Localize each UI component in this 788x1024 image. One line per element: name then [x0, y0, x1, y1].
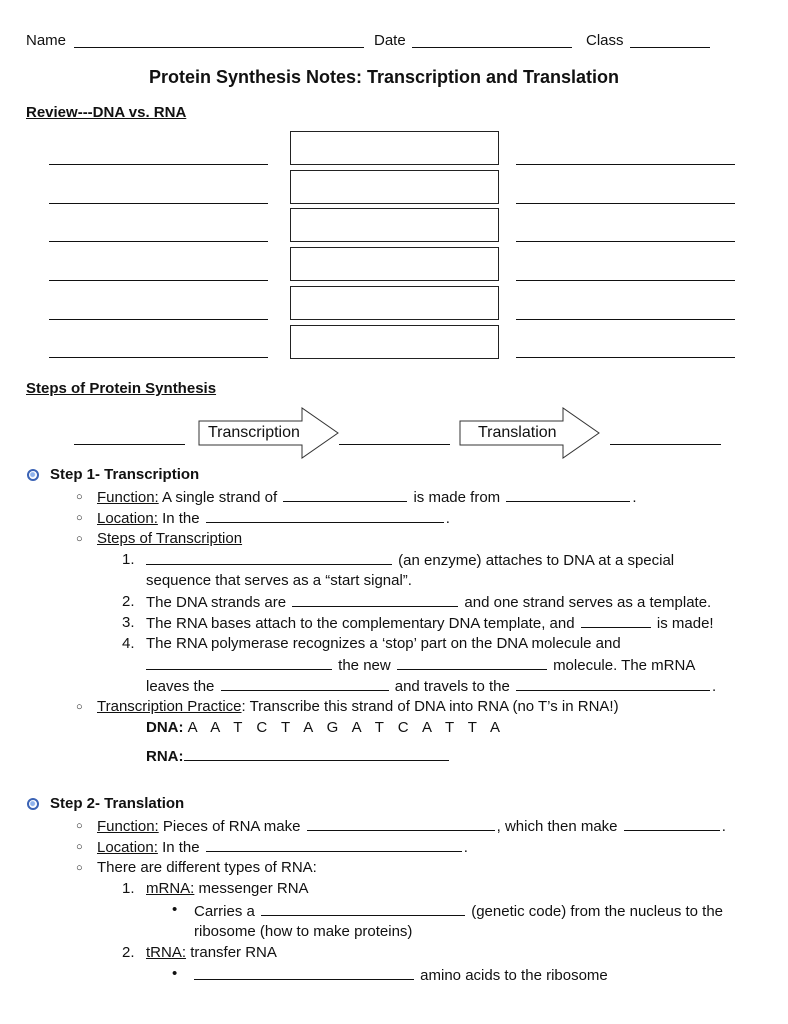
mrna-bullet-text-c: ribosome (how to make proteins): [194, 923, 413, 940]
item3-text-b: is made!: [656, 615, 714, 632]
step1-location-line: Location: In the .: [97, 510, 450, 527]
review-box[interactable]: [290, 247, 499, 281]
function-blank-2[interactable]: [624, 817, 720, 831]
item1-text-cont: sequence that serves as a “start signal”.: [146, 572, 412, 589]
leaves-blank[interactable]: [221, 677, 389, 691]
class-label: Class: [586, 32, 624, 49]
list-number: 1.: [122, 551, 135, 568]
function-text-a: Pieces of RNA make: [162, 818, 301, 835]
step1-item4-line2: [146, 656, 695, 674]
flow-blank-2[interactable]: [339, 444, 450, 445]
steps-of-transcription-label: Steps of Transcription: [97, 530, 243, 547]
list-number: 2.: [122, 593, 135, 610]
location-text: In the: [162, 839, 200, 856]
item4-text-c: molecule. The mRNA: [553, 657, 696, 674]
class-field[interactable]: [630, 47, 710, 48]
list-number: 2.: [122, 944, 135, 961]
item4-text-d: leaves the: [146, 678, 215, 695]
circle-bullet-icon: ○: [76, 533, 83, 545]
circle-bullet-icon: ○: [76, 512, 83, 524]
location-text: In the: [162, 510, 200, 527]
review-right-line[interactable]: [516, 241, 735, 242]
date-field[interactable]: [412, 47, 572, 48]
mrna-line: [146, 880, 309, 897]
review-box[interactable]: [290, 208, 499, 242]
step1-heading: Step 1- Transcription: [50, 466, 200, 483]
amino-acids-blank[interactable]: [194, 966, 414, 980]
function-label: Function:: [97, 489, 159, 506]
review-left-line[interactable]: [49, 241, 268, 242]
review-right-line[interactable]: [516, 357, 735, 358]
release-blank[interactable]: [146, 656, 332, 670]
trna-bullet-line: [194, 966, 608, 984]
review-left-line[interactable]: [49, 280, 268, 281]
circle-bullet-icon: ○: [76, 701, 83, 713]
location-blank[interactable]: [206, 838, 462, 852]
flow-blank-1[interactable]: [74, 444, 185, 445]
genetic-code-blank[interactable]: [261, 902, 465, 916]
practice-text: : Transcribe this strand of DNA into RNA (no T’s in RNA!): [241, 698, 619, 715]
function-blank-1[interactable]: [307, 817, 495, 831]
name-field[interactable]: [74, 47, 364, 48]
step1-item2-line: [146, 593, 711, 611]
location-label: Location:: [97, 839, 158, 856]
item4-text-e: and travels to the: [394, 678, 510, 695]
swirl-bullet-icon: [27, 798, 39, 810]
mrna-text: messenger RNA: [198, 880, 309, 897]
review-left-line[interactable]: [49, 203, 268, 204]
review-box[interactable]: [290, 131, 499, 165]
dna-line: [146, 719, 505, 736]
swirl-bullet-icon: [27, 469, 39, 481]
trna-bullet-text: amino acids to the ribosome: [420, 967, 608, 984]
translation-arrow-label: Translation: [478, 424, 557, 441]
practice-line: [97, 698, 619, 715]
dna-label: DNA:: [146, 719, 184, 736]
trna-text: transfer RNA: [190, 944, 277, 961]
review-right-line[interactable]: [516, 164, 735, 165]
review-box[interactable]: [290, 325, 499, 359]
steps-heading: Steps of Protein Synthesis: [26, 380, 217, 397]
item2-text-b: and one strand serves as a template.: [464, 594, 712, 611]
list-number: 4.: [122, 635, 135, 652]
bullet-icon: •: [172, 965, 178, 982]
step1-function-line: Function: A single strand of is made from .: [97, 489, 637, 506]
function-blank-2[interactable]: [506, 488, 630, 502]
function-label: Function:: [97, 818, 159, 835]
trna-line: [146, 944, 277, 961]
circle-bullet-icon: ○: [76, 820, 83, 832]
mrna-bullet-text-b: (genetic code) from the nucleus to the: [471, 903, 724, 920]
function-text-b: , which then make: [496, 818, 618, 835]
circle-bullet-icon: ○: [76, 841, 83, 853]
rna-answer-blank[interactable]: [184, 747, 449, 761]
item1-text: (an enzyme) attaches to DNA at a special: [398, 552, 675, 569]
mrna-label: mRNA:: [146, 880, 195, 897]
made-blank[interactable]: [581, 614, 651, 628]
transcription-arrow-label: Transcription: [208, 424, 300, 441]
list-number: 3.: [122, 614, 135, 631]
review-right-line[interactable]: [516, 280, 735, 281]
rna-label: RNA:: [146, 748, 184, 765]
function-blank-1[interactable]: [283, 488, 407, 502]
molecule-blank[interactable]: [397, 656, 547, 670]
review-box[interactable]: [290, 286, 499, 320]
flow-blank-3[interactable]: [610, 444, 721, 445]
trna-label: tRNA:: [146, 944, 187, 961]
review-right-line[interactable]: [516, 319, 735, 320]
travels-blank[interactable]: [516, 677, 710, 691]
circle-bullet-icon: ○: [76, 862, 83, 874]
step2-heading: Step 2- Translation: [50, 795, 185, 812]
page-title: Protein Synthesis Notes: Transcription and Translation: [148, 67, 620, 87]
review-left-line[interactable]: [49, 357, 268, 358]
name-label: Name: [26, 32, 67, 49]
strands-blank[interactable]: [292, 593, 458, 607]
review-left-line[interactable]: [49, 319, 268, 320]
circle-bullet-icon: ○: [76, 491, 83, 503]
review-left-line[interactable]: [49, 164, 268, 165]
list-number: 1.: [122, 880, 135, 897]
date-label: Date: [374, 32, 406, 49]
enzyme-blank[interactable]: [146, 551, 392, 565]
step1-item4-line3: leaves the and travels to the .: [146, 678, 717, 695]
review-heading: Review---DNA vs. RNA: [26, 104, 187, 121]
step2-location-line: Location: In the .: [97, 839, 468, 856]
location-label: Location:: [97, 510, 158, 527]
location-blank[interactable]: [206, 509, 444, 523]
step1-item1-line: [146, 551, 674, 569]
item3-text-a: The RNA bases attach to the complementary DNA template, and: [146, 615, 575, 632]
step2-function-line: Function: Pieces of RNA make , which then make .: [97, 818, 726, 835]
mrna-bullet-text-a: Carries a: [194, 903, 255, 920]
practice-label: Transcription Practice: [97, 698, 242, 715]
review-box[interactable]: [290, 170, 499, 204]
review-right-line[interactable]: [516, 203, 735, 204]
mrna-bullet-line: [194, 902, 723, 920]
rna-types-text: There are different types of RNA:: [97, 859, 317, 876]
step1-item3-line: [146, 614, 714, 632]
function-text-a: A single strand of: [162, 489, 278, 506]
item4-text-a: The RNA polymerase recognizes a ‘stop’ part on the DNA molecule and: [146, 635, 621, 652]
dna-sequence: A A T C T A G A T C A T T A: [187, 719, 506, 736]
item2-text-a: The DNA strands are: [146, 594, 287, 611]
item4-text-b: the new: [338, 657, 391, 674]
function-text-b: is made from: [413, 489, 501, 506]
rna-line: [146, 747, 451, 765]
bullet-icon: •: [172, 901, 178, 918]
